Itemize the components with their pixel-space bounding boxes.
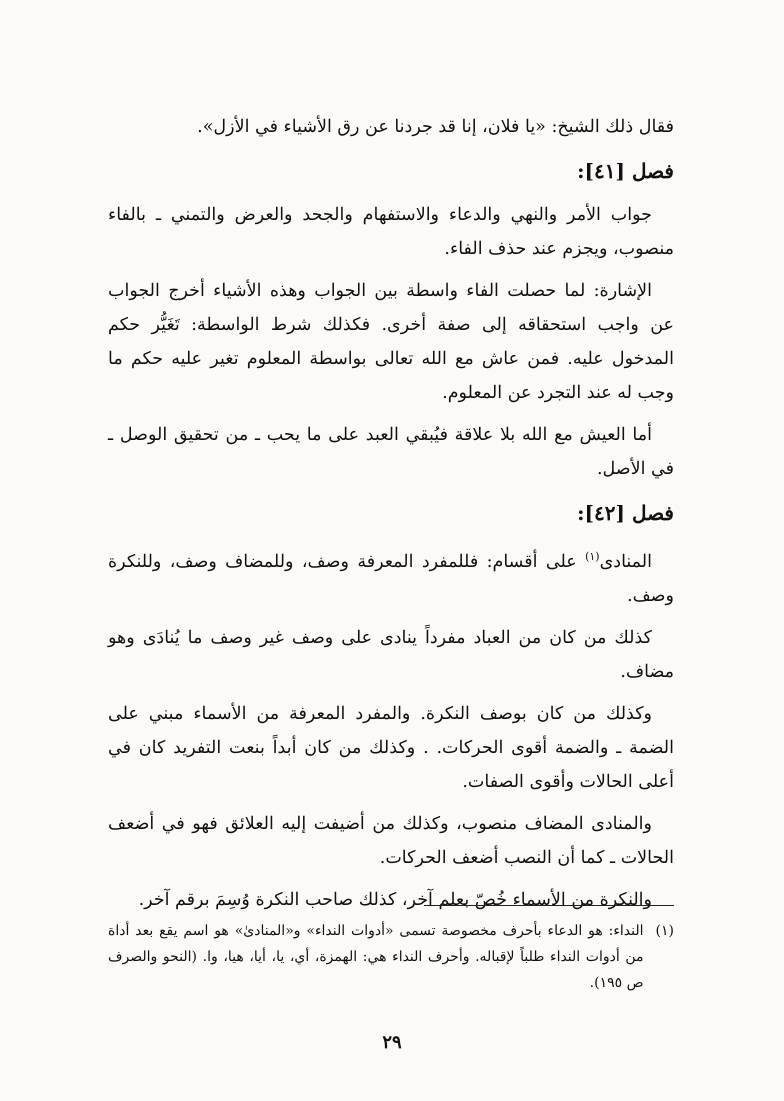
main-text [108, 110, 674, 925]
paragraph-7: وكذلك من كان بوصف النكرة. والمفرد المعرفة من الأسماء مبني على الضمة ـ والضمة أقوى الحركات. . وكذلك من كان أبداً بنعت التفريد كان في أعلى الحالات وأقوى الصفات. [108, 703, 674, 792]
paragraph-9: والنكرة من الأسماء خُصّ بعلم آخر، كذلك صاحب النكرة وُسِمَ برقم آخر. [138, 889, 652, 910]
munada-word: المنادى [599, 551, 652, 572]
paragraph-3: الإشارة: لما حصلت الفاء واسطة بين الجواب وهذه الأشياء أخرج الجواب عن واجب استحقاقه إلى صفة أخرى. فكذلك شرط الواسطة: تَغَيُّر حكم المدخول عليه. فمن عاش مع الله تعالى بواسطة المعلوم تغير عليه حكم ما وجب له عند التجرد عن المعلوم. [108, 281, 674, 403]
paragraph-6: كذلك من كان من العباد مفرداً ينادى على وصف غير وصف ما يُنادَى وهو مضاف. [108, 627, 674, 682]
paragraph-8: والمنادى المضاف منصوب، وكذلك من أضيفت إليه العلائق فهو في أضعف الحالات ـ كما أن النصب أضعف الحركات. [108, 813, 674, 868]
paragraph-1: فقال ذلك الشيخ: «يا فلان، إنا قد جردنا عن رق الأشياء في الأزل». [197, 117, 674, 137]
footnote-marker: (١) [655, 923, 674, 939]
paragraph-5-rest: على أقسام: فللمفرد المعرفة وصف، وللمضاف وصف، وللنكرة وصف. [108, 551, 674, 606]
paragraph-2: جواب الأمر والنهي والدعاء والاستفهام والجحد والعرض والتمني ـ بالفاء منصوب، ويجزم عند حذف الفاء. [108, 205, 674, 259]
footnote-separator [424, 905, 674, 906]
paragraph-4: أما العيش مع الله بلا علاقة فيُبقي العبد على ما يحب ـ من تحقيق الوصل ـ في الأصل. [108, 425, 674, 479]
section-heading-42: فصل [٤٢]: [577, 501, 674, 525]
footnote-reference[interactable]: (١) [585, 550, 600, 563]
section-heading-41: فصل [٤١]: [577, 159, 674, 183]
footnote [108, 918, 674, 996]
paragraph-5 [108, 540, 674, 613]
footnote-text: النداء: هو الدعاء بأحرف مخصوصة تسمى «أدوات النداء» و«المنادىٰ» هو اسم يقع بعد أداة من أدوات النداء طلباً لإقباله. وأحرف النداء هي: الهمزة، أي، يا، أيا، هيا، وا. (النحو والصرف ص ١٩٥). [108, 923, 644, 991]
page-number: ٢٩ [382, 1032, 402, 1053]
